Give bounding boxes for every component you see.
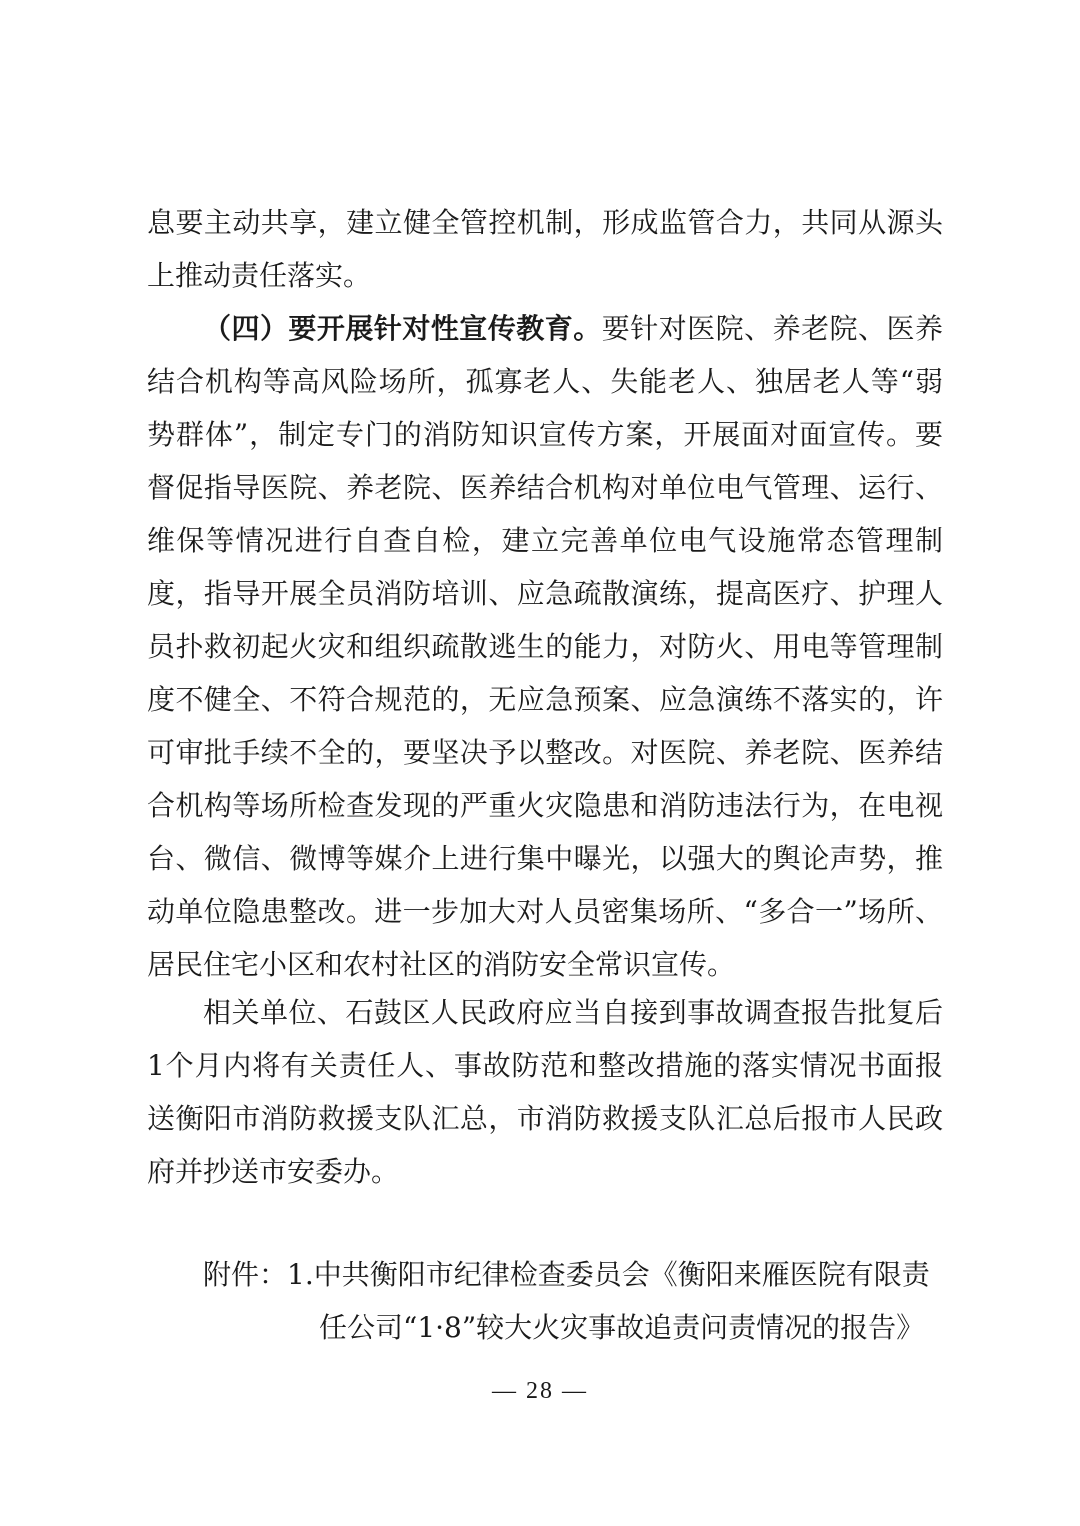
attachment-list	[203, 1248, 948, 1354]
paragraph-section-four	[147, 302, 943, 991]
section-body: 要针对医院、养老院、医养结合机构等高风险场所，孤寡老人、失能老人、独居老人等“弱势群体”，制定专门的消防知识宣传方案，开展面对面宣传。要督促指导医院、养老院、医养结合机构对单位电气管理、运行、维保等情况进行自查自检，建立完善单位电气设施常态管理制度，指导开展全员消防培训、应急疏散演练，提高医疗、护理人员扑救初起火灾和组织疏散逃生的能力，对防火、用电等管理制度不健全、不符合规范的，无应急预案、应急演练不落实的，许可审批手续不全的，要坚决予以整改。对医院、养老院、医养结合机构等场所检查发现的严重火灾隐患和消防违法行为，在电视台、微信、微博等媒介上进行集中曝光，以强大的舆论声势，推动单位隐患整改。进一步加大对人员密集场所、“多合一”场所、居民住宅小区和农村社区的消防安全常识宣传。	[147, 312, 943, 981]
paragraph-reporting-requirement: 相关单位、石鼓区人民政府应当自接到事故调查报告批复后1个月内将有关责任人、事故防范和整改措施的落实情况书面报送衡阳市消防救援支队汇总，市消防救援支队汇总后报市人民政府并抄送市安委办。	[147, 996, 943, 1188]
attachment-line-1: 1.中共衡阳市纪律检查委员会《衡阳来雁医院有限责	[287, 1258, 930, 1291]
paragraph-continuation: 息要主动共享，建立健全管控机制，形成监管合力，共同从源头上推动责任落实。	[147, 206, 943, 292]
attachment-item-1	[203, 1248, 948, 1301]
attachment-line-2: 任公司“1·8”较大火灾事故追责问责情况的报告》	[319, 1311, 925, 1344]
attachment-label: 附件：	[203, 1258, 288, 1291]
page-number: — 28 —	[492, 1378, 588, 1404]
section-heading: （四）要开展针对性宣传教育。	[203, 312, 602, 345]
